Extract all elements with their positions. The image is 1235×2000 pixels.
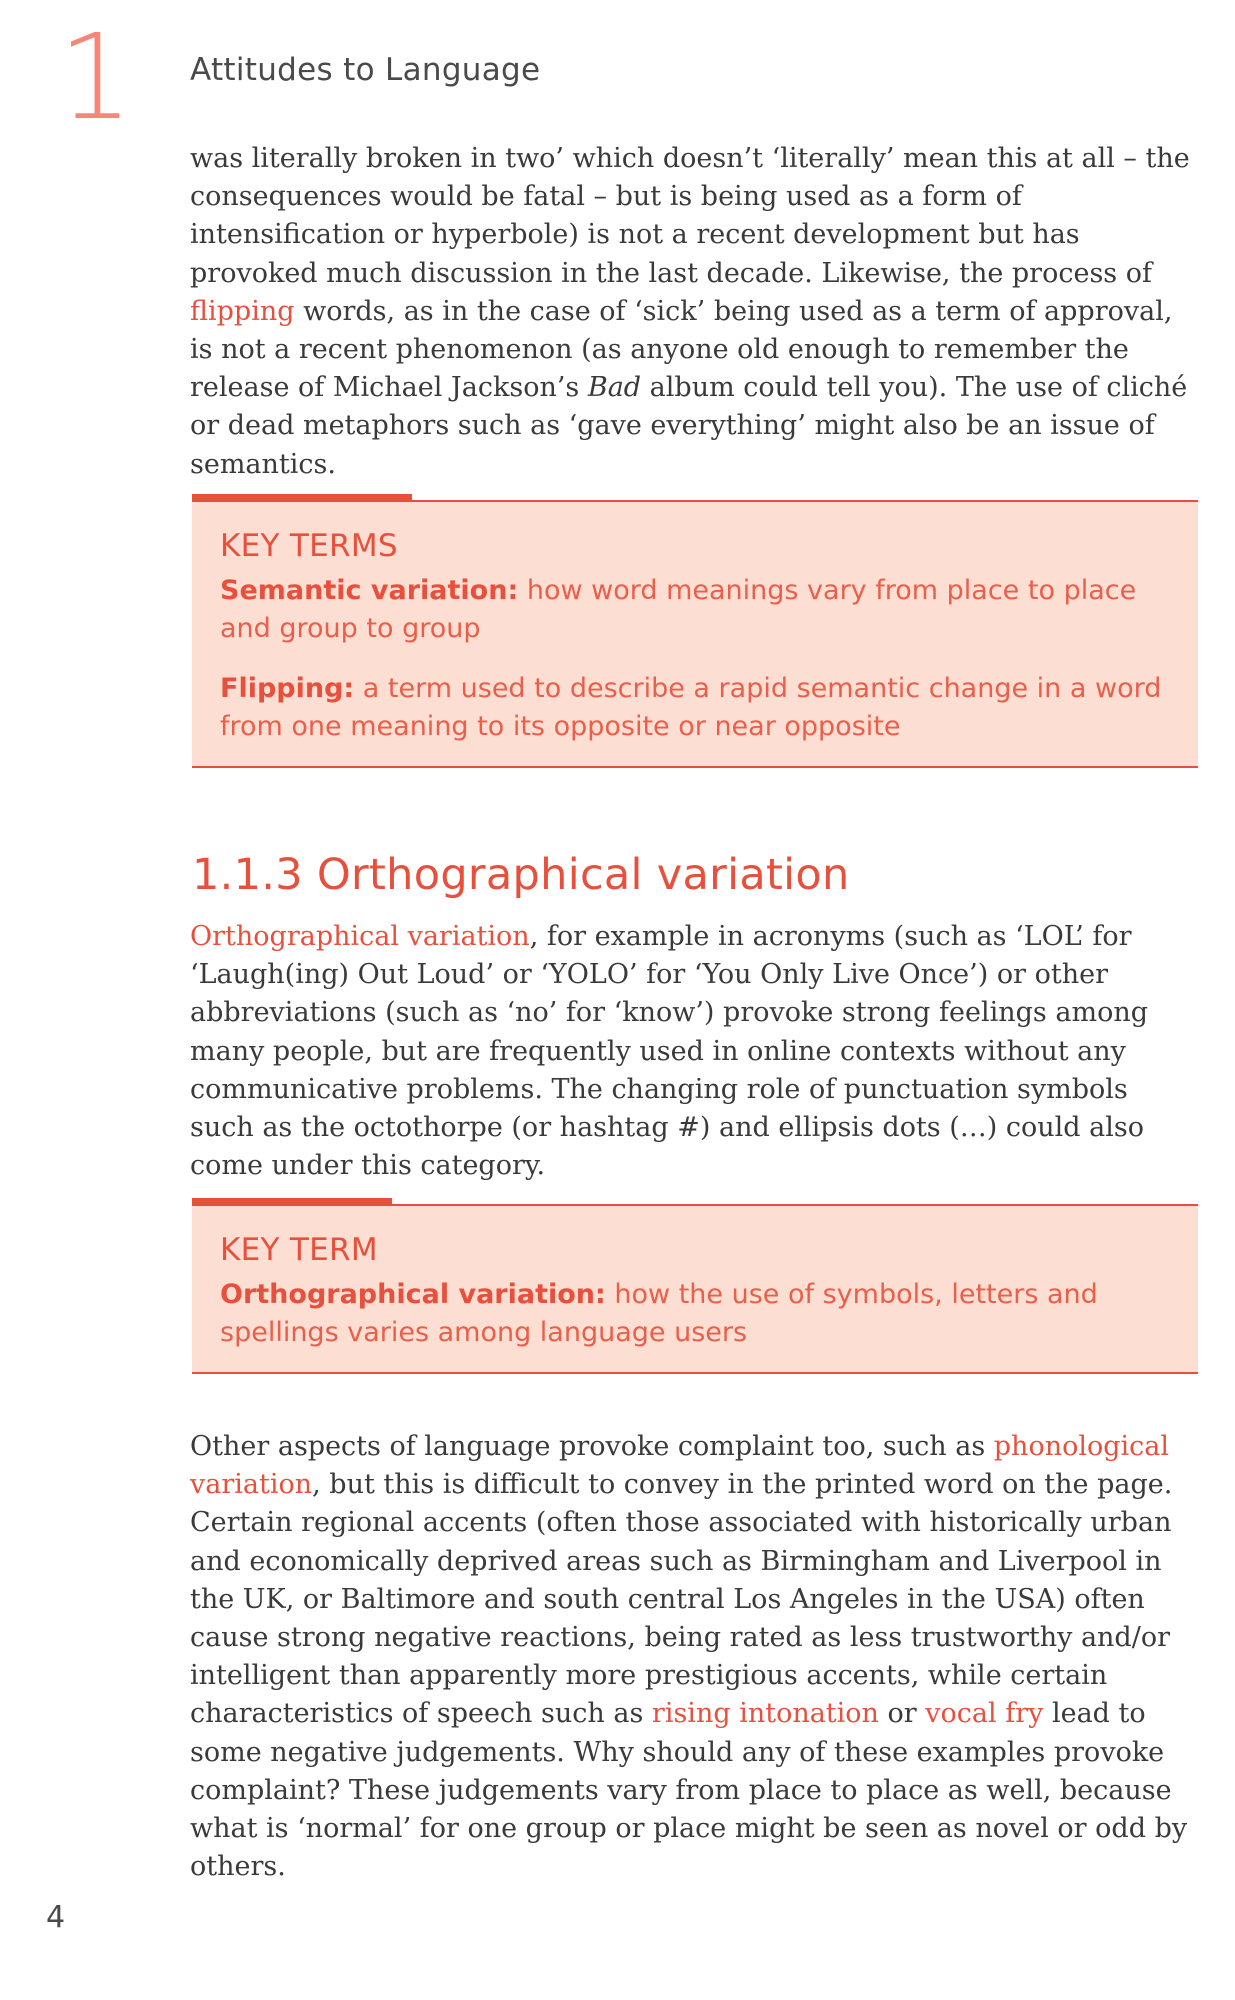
text-run: words, as in the case of ‘sick’ being used as a term of approval, is not a recent phenomenon (as anyone old enough to remember the release of Michael Jackson’s <box>190 295 1173 404</box>
page-number: 4 <box>46 1900 66 1935</box>
paragraph-phonology <box>190 1428 1200 1886</box>
chapter-number: 1 <box>58 8 134 146</box>
key-term-box <box>192 1206 1198 1374</box>
glossary-term-flipping: flipping <box>190 295 295 327</box>
text-run: lead to some negative judgements. Why should any of these examples provoke complaint? These judgements vary from place to place as well, because what is ‘normal’ for one group or place might be seen as novel or odd by others. <box>190 1698 1188 1883</box>
glossary-term-rising-intonation: rising intonation <box>651 1698 879 1730</box>
key-terms-box <box>192 502 1198 768</box>
text-run: album could tell you). The use of cliché or dead metaphors such as ‘gave everything’ might also be an issue of semantics. <box>190 372 1188 480</box>
section-heading: 1.1.3 Orthographical variation <box>192 850 850 900</box>
key-term-definition <box>220 1276 1170 1352</box>
key-term-name: Flipping: <box>220 673 355 704</box>
running-head: Attitudes to Language <box>190 52 541 88</box>
glossary-term-orthographical-variation: Orthographical variation <box>190 921 530 952</box>
key-term-definition <box>220 572 1170 648</box>
key-term-name: Semantic variation: <box>220 575 519 606</box>
key-term-definition <box>220 670 1170 746</box>
text-run: , for example in acronyms (such as ‘LOL’ for ‘Laugh(ing) Out Loud’ or ‘YOLO’ for ‘You Only Live Once’) or other abbreviations (such as ‘no’ for ‘know’) provoke strong feelings among many people, but are frequently used in online contexts without any communicative problems. The changing role of punctuation symbols such as the octothorpe (or hashtag #) and ellipsis dots (…) could also come under this category. <box>190 921 1148 1182</box>
key-term-text: how word meanings vary from place to place and group to group <box>220 575 1137 644</box>
text-run: or <box>878 1698 926 1730</box>
text-run: Other aspects of language provoke complaint too, such as <box>190 1431 994 1462</box>
paragraph-orthography <box>190 918 1200 1185</box>
key-terms-heading: KEY TERMS <box>220 528 398 564</box>
text-run: was literally broken in two’ which doesn’t ‘literally’ mean this at all – the consequences would be fatal – but is being used as a form of intensification or hyperbole) is not a recent development but has provoked much discussion in the last decade. Likewise, the process of <box>190 143 1190 289</box>
glossary-term-phonological-variation: phonological variation <box>190 1431 1170 1501</box>
text-run: , but this is difficult to convey in the printed word on the page. Certain regional accents (often those associated with historically urban and economically deprived areas such as Birmingham and Liverpool in the UK, or Baltimore and south central Los Angeles in the USA) often cause strong negative reactions, being rated as less trustworthy and/or intelligent than apparently more prestigious accents, while certain characteristics of speech such as <box>190 1469 1173 1730</box>
key-term-text: how the use of symbols, letters and spellings varies among language users <box>220 1279 1098 1348</box>
glossary-term-vocal-fry: vocal fry <box>925 1698 1044 1730</box>
paragraph-semantics <box>190 140 1200 484</box>
key-term-name: Orthographical variation: <box>220 1279 606 1310</box>
album-title: Bad <box>587 372 642 404</box>
key-term-text: a term used to describe a rapid semantic change in a word from one meaning to its opposite or near opposite <box>220 673 1162 742</box>
key-term-heading: KEY TERM <box>220 1232 378 1268</box>
